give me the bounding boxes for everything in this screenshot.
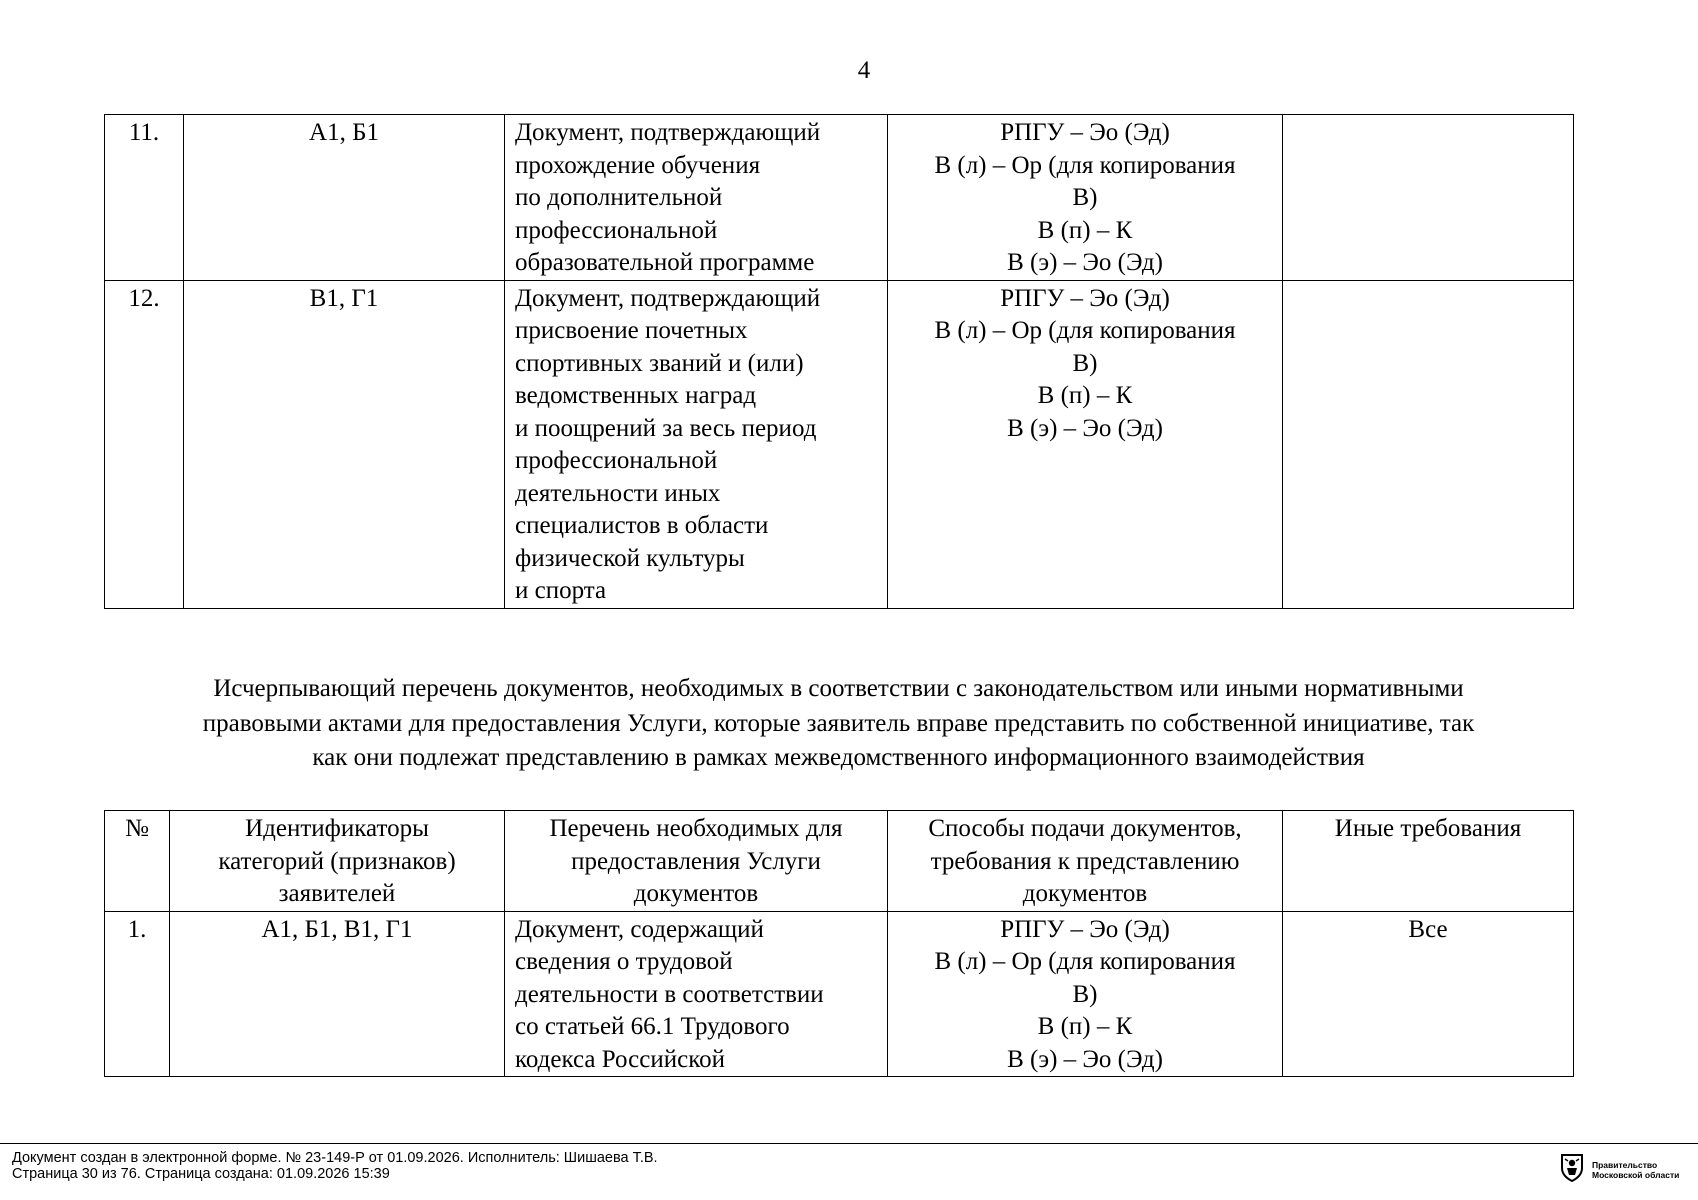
table-row: [105, 911, 1574, 1077]
footer-logo: [1558, 1152, 1679, 1187]
interagency-documents-table: [104, 810, 1574, 1077]
coat-of-arms-icon: [1558, 1152, 1586, 1187]
footer-divider: [0, 1143, 1698, 1144]
other-requirements: [1283, 280, 1574, 608]
applicant-ids: А1, Б1: [184, 115, 505, 281]
table-row: [105, 115, 1574, 281]
documents-table-continued: [104, 114, 1574, 609]
row-number: 1.: [105, 911, 170, 1077]
footer-line-page: Страница 30 из 76. Страница создана: 01.09.2026 15:39: [12, 1166, 390, 1182]
footer-info: [12, 1150, 658, 1182]
submission-methods: РПГУ – Эо (Эд) В (л) – Ор (для копирования В) В (п) – К В (э) – Эо (Эд): [888, 115, 1283, 281]
row-number: 12.: [105, 280, 184, 608]
table-header-row: [105, 811, 1574, 912]
document-name: Документ, подтверждающий прохождение обучения по дополнительной профессиональной образовательной программе: [505, 115, 888, 281]
org-name: Правительство Московской области: [1592, 1159, 1680, 1180]
header-submission-methods: Способы подачи документов, требования к представлению документов: [888, 811, 1283, 912]
submission-methods: РПГУ – Эо (Эд) В (л) – Ор (для копирования В) В (п) – К В (э) – Эо (Эд): [888, 280, 1283, 608]
header-applicant-ids: Идентификаторы категорий (признаков) заявителей: [170, 811, 505, 912]
document-name: Документ, подтверждающий присвоение почетных спортивных званий и (или) ведомственных наград и поощрений за весь период профессиональной деятельности иных специалистов в области физической культуры и спорта: [505, 280, 888, 608]
table-row: [105, 280, 1574, 608]
submission-methods: РПГУ – Эо (Эд) В (л) – Ор (для копирования В) В (п) – К В (э) – Эо (Эд): [888, 911, 1283, 1077]
page-number: 4: [857, 57, 871, 84]
header-document-list: Перечень необходимых для предоставления Услуги документов: [505, 811, 888, 912]
other-requirements: [1283, 115, 1574, 281]
row-number: 11.: [105, 115, 184, 281]
other-requirements: Все: [1283, 911, 1574, 1077]
header-other-requirements: Иные требования: [1283, 811, 1574, 912]
applicant-ids: А1, Б1, В1, Г1: [170, 911, 505, 1077]
footer-line-document: Документ создан в электронной форме. № 23-149-Р от 01.09.2026. Исполнитель: Шишаева Т.В.: [12, 1150, 658, 1166]
section-heading: Исчерпывающий перечень документов, необходимых в соответствии с законодательством или иными нормативными правовыми актами для предоставления Услуги, которые заявитель вправе представить по собственной инициативе, так как они подлежат представлению в рамках межведомственного информационного взаимодействия: [202, 675, 1475, 771]
applicant-ids: В1, Г1: [184, 280, 505, 608]
header-number: №: [105, 811, 170, 912]
document-name: Документ, содержащий сведения о трудовой деятельности в соответствии со статьей 66.1 Трудового кодекса Российской: [505, 911, 888, 1077]
